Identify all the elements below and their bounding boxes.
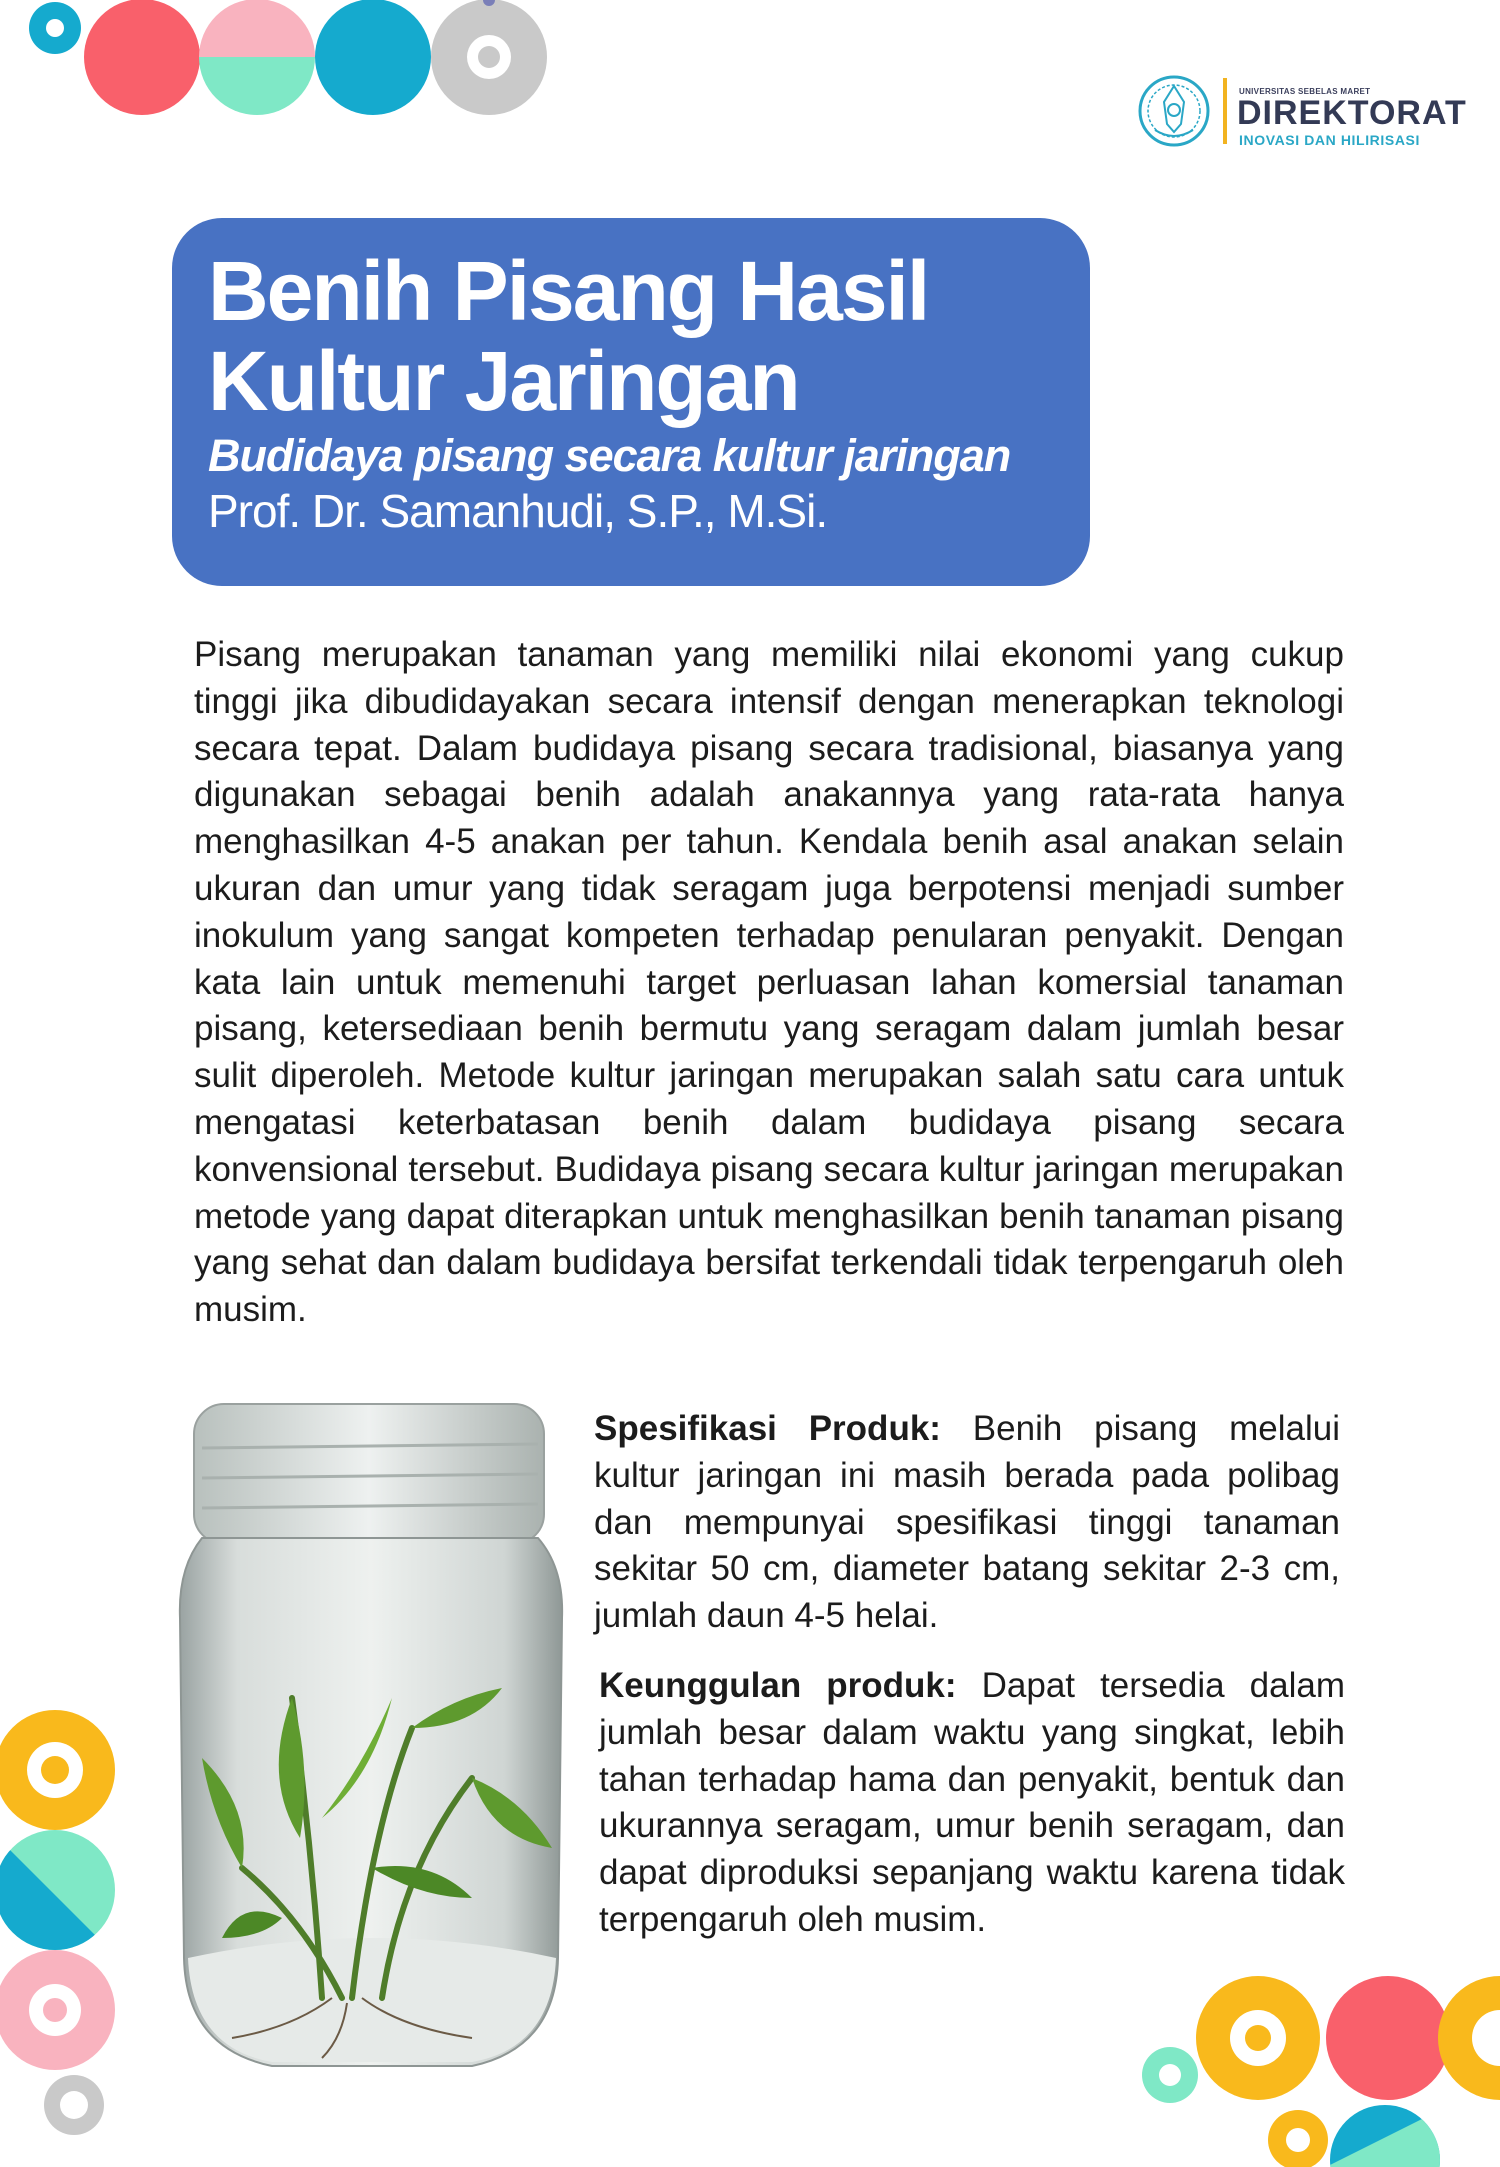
title-box	[172, 218, 1090, 586]
logo-university: UNIVERSITAS SEBELAS MARET	[1239, 87, 1371, 96]
uns-seal-icon	[1135, 72, 1213, 150]
advantage-label: Keunggulan produk:	[599, 1666, 957, 1705]
specification-label: Spesifikasi Produk:	[594, 1409, 941, 1448]
product-advantage	[599, 1663, 1345, 1944]
author-name: Prof. Dr. Samanhudi, S.P., M.Si.	[208, 485, 828, 537]
logo-unit: INOVASI DAN HILIRISASI	[1239, 132, 1420, 148]
logo-divider	[1223, 78, 1227, 144]
intro-paragraph: Pisang merupakan tanaman yang memiliki nilai ekonomi yang cukup tinggi jika dibudidayakan secara intensif dengan menerapkan teknologi secara tepat. Dalam budidaya pisang secara tradisional, biasanya yang digunakan sebagai benih adalah anakannya yang rata-rata hanya menghasilkan 4-5 anakan per tahun. Kendala benih asal anakan selain ukuran dan umur yang tidak seragam juga berpotensi menjadi sumber inokulum yang sangat kompeten terhadap penularan penyakit. Dengan kata lain untuk memenuhi target perluasan lahan komersial tanaman pisang, ketersediaan benih bermutu yang seragam dalam jumlah besar sulit diperoleh. Metode kultur jaringan merupakan salah satu cara untuk mengatasi keterbatasan benih dalam budidaya pisang secara konvensional tersebut. Budidaya pisang secara kultur jaringan merupakan metode yang dapat diterapkan untuk menghasilkan benih tanaman pisang yang sehat dan dalam budidaya bersifat terkendali tidak terpengaruh oleh musim.	[194, 635, 1344, 1330]
logo-directorate: DIREKTORAT	[1237, 94, 1467, 132]
specification-text: Benih pisang melalui kultur jaringan ini masih berada pada polibag dan mempunyai spesifikasi tinggi tanaman sekitar 50 cm, diameter batang sekitar 2-3 cm, jumlah daun 4-5 helai.	[594, 1409, 1340, 1636]
directorate-logo	[1135, 70, 1467, 160]
page-title: Benih Pisang Hasil Kultur Jaringan	[208, 244, 929, 428]
banana-plantlet-jar-image	[172, 1398, 568, 2078]
decorative-circles-top	[0, 0, 560, 130]
product-specification	[594, 1406, 1340, 1640]
decorative-circles-bottom-right	[1130, 1970, 1500, 2167]
page-subtitle: Budidaya pisang secara kultur jaringan	[208, 430, 1011, 481]
decorative-circles-left	[0, 1700, 130, 2167]
advantage-text: Dapat tersedia dalam jumlah besar dalam waktu yang singkat, lebih tahan terhadap hama dan penyakit, bentuk dan ukurannya seragam, umur benih seragam, dan dapat diproduksi sepanjang waktu karena tidak terpengaruh oleh musim.	[599, 1666, 1345, 1939]
